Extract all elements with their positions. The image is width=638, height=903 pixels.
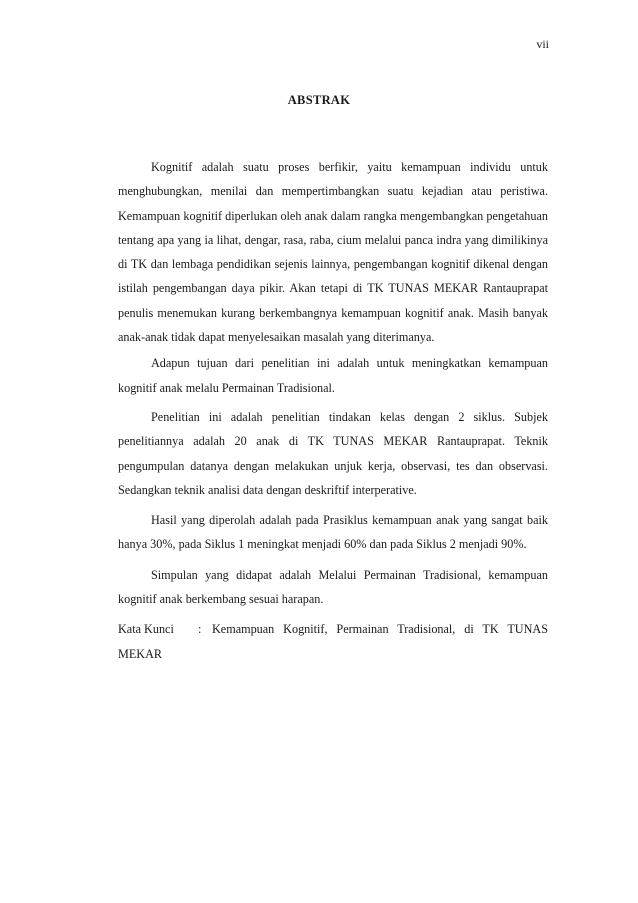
keywords-label: Kata Kunci [118, 622, 174, 637]
keywords-text: Kemampuan Kognitif, Permainan Tradisional, di TK TUNAS [212, 622, 548, 637]
keywords-line [118, 617, 548, 641]
paragraph-results: Hasil yang diperolah adalah pada Prasiklus kemampuan anak yang sangat baik hanya 30%, pada Siklus 1 meningkat menjadi 60% dan pada Siklus 2 menjadi 90%. [118, 513, 548, 552]
page-number: vii [536, 37, 549, 51]
keywords-colon: : [198, 622, 202, 637]
paragraph-conclusion: Simpulan yang didapat adalah Melalui Permainan Tradisional, kemampuan kognitif anak berkembang sesuai harapan. [118, 567, 548, 607]
page-title: ABSTRAK [287, 93, 351, 107]
abstract-body [118, 155, 548, 666]
paragraph-objective: Adapun tujuan dari penelitian ini adalah untuk meningkatkan kemampuan kognitif anak melalu Permainan Tradisional. [118, 356, 548, 395]
keywords-continuation: MEKAR [118, 646, 163, 661]
paragraph-method: Penelitian ini adalah penelitian tindakan kelas dengan 2 siklus. Subjek penelitiannya adalah 20 anak di TK TUNAS MEKAR Rantauprapat. Teknik pengumpulan datanya dengan melakukan unjuk kerja, observasi, tes dan observasi. Sedangkan teknik analisi data dengan deskriftif interperative. [118, 409, 548, 497]
paragraph-background: Kognitif adalah suatu proses berfikir, yaitu kemampuan individu untuk menghubungkan, menilai dan mempertimbangkan suatu kejadian atau peristiwa. Kemampuan kognitif diperlukan oleh anak dalam rangka mengembangkan pengetahuan tentang apa yang ia lihat, dengar, rasa, raba, cium melalui panca indra yang dimilikinya di TK dan lembaga pendidikan sejenis lainnya, pengembangan kognitif dikenal dengan istilah pengembangan daya pikir. Akan tetapi di TK TUNAS MEKAR Rantauprapat penulis menemukan kurang berkembangnya kemampuan kognitif anak. Masih banyak anak-anak tidak dapat menyelesaikan masalah yang diterimanya. [118, 160, 548, 345]
